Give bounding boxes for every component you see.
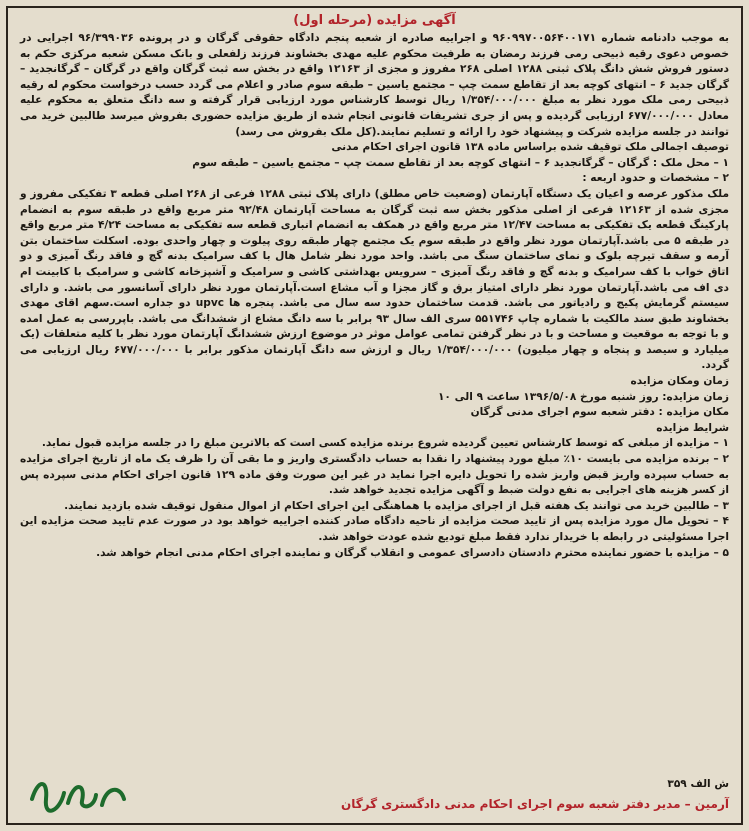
condition-item: ۳ – طالبین خرید می توانند یک هفته قبل از اجرای مزایده با هماهنگی این اجرای احکام از اموال منقول توقیف شده بازدید نمایند. (64, 499, 729, 512)
notice-title: آگهی مزایده (مرحله اول) (293, 13, 456, 28)
property-address: ۱ – محل ملک : گرگان – گرگانجدید ۶ – انتهای کوچه بعد از تقاطع سمت چپ – مجتمع یاسین – طبقه سوم (192, 156, 729, 169)
condition-item: ۵ – مزایده با حضور نماینده محترم دادستان دادسرای عمومی و انقلاب گرگان و نماینده اجرای احکام مدنی انجام خواهد شد. (96, 546, 729, 559)
conditions-heading: شرایط مزایده (656, 421, 729, 434)
boundaries-label: ۲ – مشخصات و حدود اربعه : (582, 172, 729, 185)
reference-number: ش الف ۳۵۹ (667, 778, 729, 791)
auction-time: زمان مزایده: روز شنبه مورخ ۱۳۹۶/۵/۰۸ ساعت ۹ الی ۱۰ (437, 390, 729, 403)
notice-footer (20, 775, 729, 817)
notice-border (6, 6, 743, 825)
description-heading: توصیف اجمالی ملک توقیف شده براساس ماده ۱۳۸ قانون اجرای احکام مدنی (331, 141, 729, 154)
notice-body (20, 12, 729, 819)
auction-place: مکان مزایده : دفتر شعبه سوم اجرای مدنی گرگان (470, 406, 729, 419)
property-description: ملک مذکور عرصه و اعیان یک دستگاه آپارتمان (وضعیت خاص مطلق) دارای پلاک ثبتی ۱۲۸۸ فرعی از ۲۶۸ اصلی قطعه ۳ تفکیکی مفروز و مجزی شده از ۱۲۱۶۳ فرعی از اصلی مذکور بخش سه ثبت گرگان به مساحت آپارتمان ۹۲/۴۸ متر مربع واقع در طبقه سوم به انضمام پارکینگ قطعه یک تفکیکی به مساحت ۱۲/۴۷ متر مربع واقع در همکف به انضمام انباری قطعه سه تفکیکی به مساحت ۴/۲۴ متر مربع واقع در طبقه ۵ می باشد.آپارتمان مورد نظر واقع در طبقه سوم یک مجتمع چهار طبقه روی پیلوت و چهار واحدی بوده. اسکلت ساختمان بتن آرمه و سقف تیرچه بلوک و نمای ساختمان سنگ می باشد. واحد مورد نظر شامل هال با کف سرامیک بدنه گچ و فاقد رنگ آمیزی و دو اتاق خواب با کف سرامیک و بدنه گچ و فاقد رنگ آمیزی – سرویس بهداشتی کاشی و سرامیک و آشپزخانه کاشی و سرامیک با کابینت ام دی اف می باشد.آپارتمان مورد نظر دارای امتیاز برق و گاز مجزا و آب مشاع است.آپارتمان مورد نظر دارای آسانسور می باشد. و دارای سیستم گرمایش پکیج و رادیاتور می باشد. قدمت ساختمان حدود سه سال می باشد. پنجره ها upvc دو جداره است.سهم اقای مهدی بخشاوند طبق سند مالکیت با شماره چاپ ۵۵۱۷۴۶ سری الف سال ۹۳ برابر با سه دانگ مشاع از ششدانگ می باشد. باپررسی به عمل امده و با توجه به موقعیت و مساحت و با در نظر گرفتن تمامی عوامل موثر در موضوع ارزش ششدانگ آپارتمان مورد نظر با کلیه متعلقات (یک میلیارد و سیصد و پنجاه و چهار میلیون) ۱/۳۵۴/۰۰۰/۰۰۰ ریال و ارزش سه دانگ آپارتمان مذکور برابر با ۶۷۷/۰۰۰/۰۰۰ ریال ارزیابی می گردد. (20, 187, 730, 372)
signature-line: آرمین – مدیر دفتر شعبه سوم اجرای احکام مدنی دادگستری گرگان (340, 797, 729, 812)
notice-intro: به موجب دادنامه شماره ۹۶۰۹۹۷۰۰۵۶۴۰۰۱۷۱ و اجراییه صادره از شعبه پنجم دادگاه حقوقی گرگان و در پرونده ۹۶/۳۹۹۰۳۶ اجرایی در خصوص دعوی رقیه ذبیحی رمی فرزند رمضان به طرفیت محکوم علیه مهدی بخشاوند فرزند زلفعلی و بانک مسکن شعبه مرکزی حکم به دستور فروش شش دانگ پلاک ثبتی ۱۲۸۸ اصلی ۲۶۸ مفروز و مجزی از ۱۲۱۶۳ واقع در بخش سه ثبت گرگان واقع در گرگان – گرگانجدید – گرگان جدید ۶ – انتهای کوچه بعد از تقاطع سمت چپ – مجتمع یاسین – طبقه سوم صادر و اعلام می گردد حسب درخواست محکوم له رقیه ذبیحی رمی ملک مورد نظر به مبلغ ۱/۳۵۴/۰۰۰/۰۰۰ ریال توسط کارشناس مورد ارزیابی قرار گرفته و سه دانگ متعلق به محکوم علیه معادل ۶۷۷/۰۰۰/۰۰۰ ارزیابی گردیده و پس از جری تشریفات قانونی انجام شده از طریق مزایده حضوری بفروش میرسد طالبین خرید می توانند در جلسه مزایده شرکت و پیشنهاد خود را ارائه و تسلیم نمایند.(کل ملک بفروش می رسد) (20, 32, 729, 138)
handwritten-mark-icon (24, 769, 134, 817)
condition-item: ۱ – مزایده از مبلغی که توسط کارشناس تعیین گردیده شروع برنده مزایده کسی است که بالاترین مبلغ را در جلسه مزایده قبول نماید. (41, 437, 729, 450)
condition-item: ۲ – برنده مزایده می بایست ۱۰٪ مبلغ مورد پیشنهاد را نقدا به حساب دادگستری واریز و ما بقی آن را ظرف یک ماه از تاریخ اجرای مزایده به حساب سپرده واریز قبض واریز شده را تحویل دایره اجرا نماید در غیر این صورت وفق ماده ۱۲۹ قانون اجرای احکام مدنی سپرده پس از کسر هزینه های اجرایی به نفع دولت ضبط و آگهی مزایده تجدید خواهد شد. (20, 453, 729, 497)
time-place-heading: زمان ومکان مزایده (630, 375, 729, 388)
condition-item: ۴ – تحویل مال مورد مزایده پس از تایید صحت مزایده از ناحیه دادگاه صادر کننده اجراییه خواهد بود در صورت عدم تایید صحت مزایده این اجرا مسئولیتی در رابطه با خریدار ندارد فقط مبلغ تودیع شده عودت خواهد شد. (20, 515, 729, 543)
